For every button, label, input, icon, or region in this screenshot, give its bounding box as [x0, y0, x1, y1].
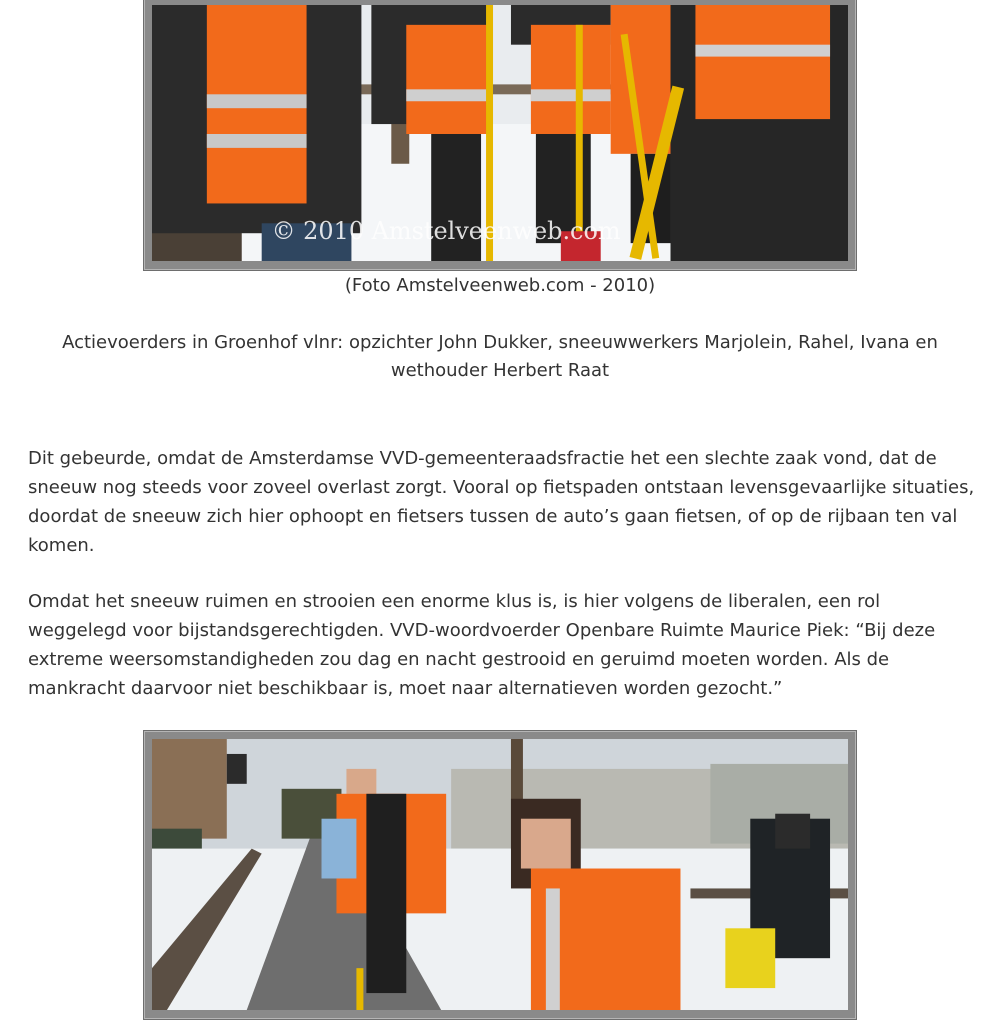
- article-paragraph: Dit gebeurde, omdat de Amsterdamse VVD-gemeenteraadsfractie het een slechte zaak vond, dat de sneeuw nog steeds voor zoveel overlast zorgt. Vooral op fietspaden ontstaan levensgevaarlijke situaties, doordat de sneeuw zich hier ophoopt en fietsers tussen de auto’s gaan fietsen, of op de rijbaan ten val komen.: [28, 448, 975, 556]
- photo-watermark: © 2010 Amstelveenweb.com: [271, 217, 621, 246]
- photo-top: [143, 0, 857, 271]
- photo-bottom: [143, 730, 857, 1020]
- article-paragraph: Omdat het sneeuw ruimen en strooien een enorme klus is, is hier volgens de liberalen, een rol weggelegd voor bijstandsgerechtigden. VVD-woordvoerder Openbare Ruimte Maurice Piek: “Bij deze extreme weersomstandigheden zou dag en nacht gestrooid en geruimd moeten worden. Als de mankracht daarvoor niet beschikbaar is, moet naar alternatieven worden gezocht.”: [28, 591, 936, 699]
- photo-credit: (Foto Amstelveenweb.com - 2010): [344, 275, 656, 296]
- snow-workers-photo: [152, 5, 848, 261]
- photo-caption: Actievoerders in Groenhof vlnr: opzichter John Dukker, sneeuwwerkers Marjolein, Rahel, Ivana en wethouder Herbert Raat: [62, 332, 938, 381]
- shoveling-path-photo: [152, 739, 848, 1010]
